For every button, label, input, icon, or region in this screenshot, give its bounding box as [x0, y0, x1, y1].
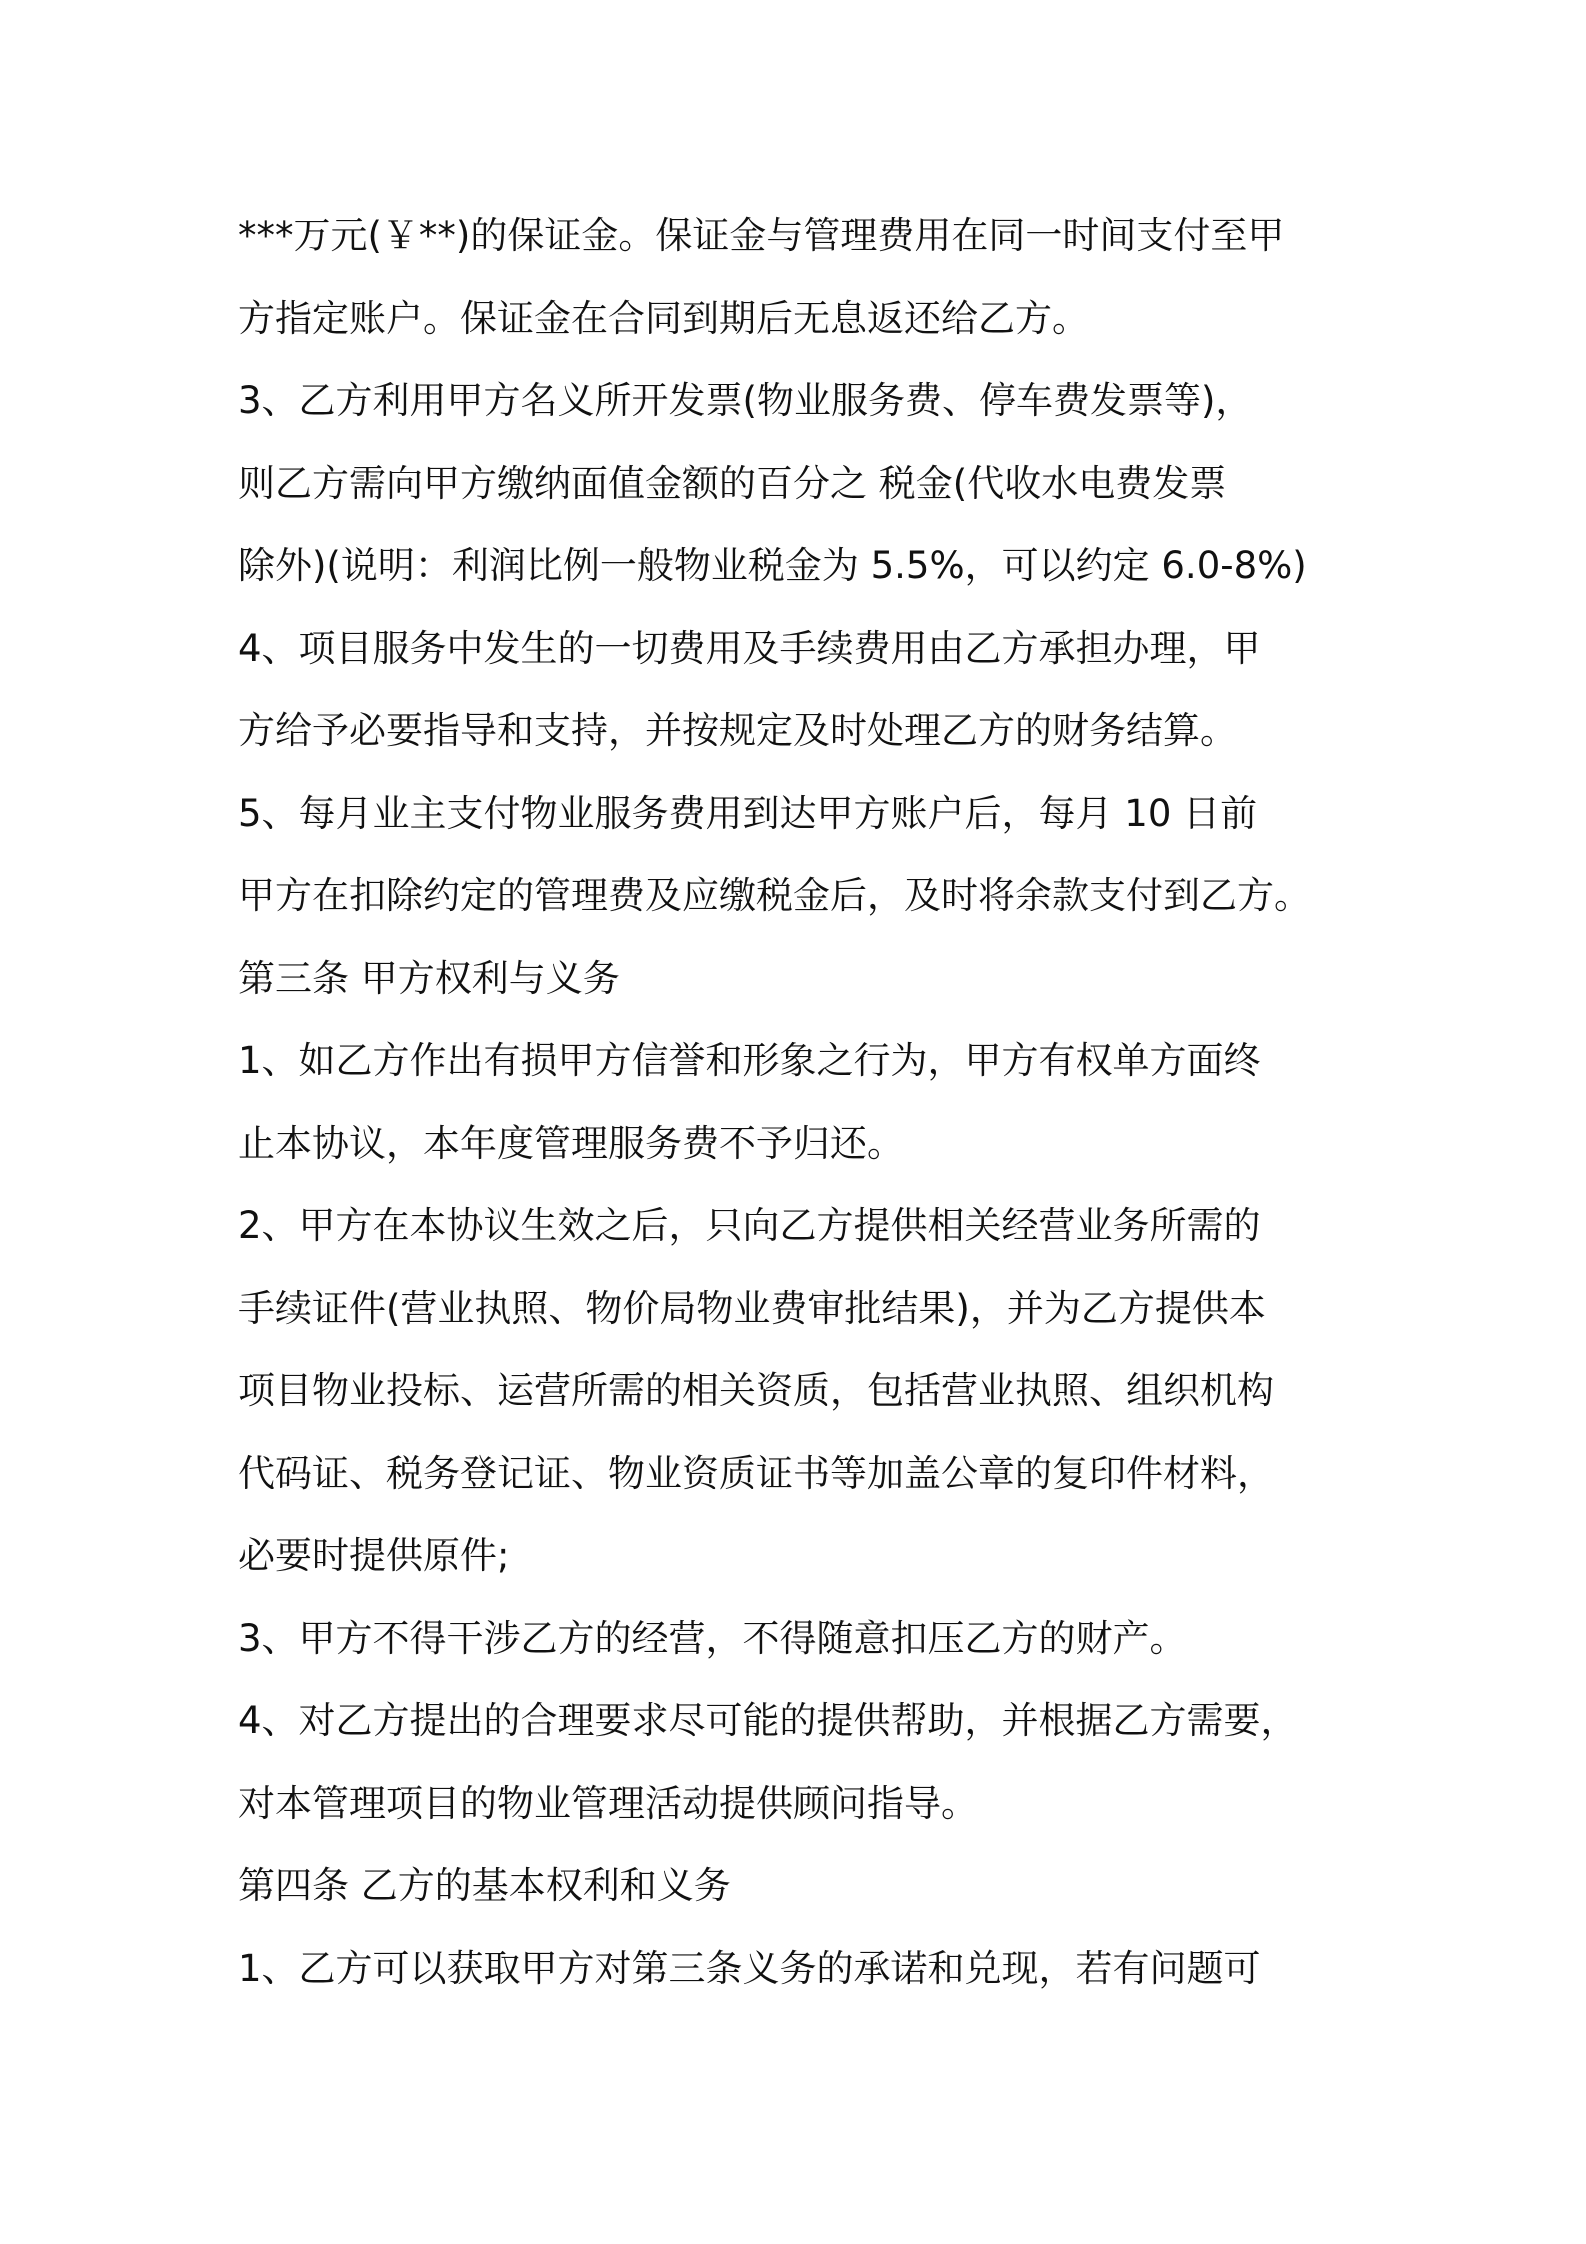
clause-item: 1、如乙方作出有损甲方信誉和形象之行为，甲方有权单方面终	[238, 1039, 1261, 1082]
paragraph-line: 甲方在扣除约定的管理费及应缴税金后，及时将余款支付到乙方。	[238, 874, 1311, 917]
paragraph-line: 对本管理项目的物业管理活动提供顾问指导。	[238, 1781, 978, 1825]
clause-item: 3、乙方利用甲方名义所开发票(物业服务费、停车费发票等)，	[238, 379, 1253, 422]
paragraph-line: 则乙方需向甲方缴纳面值金额的百分之 税金(代收水电费发票	[238, 461, 1227, 505]
clause-item: 4、项目服务中发生的一切费用及手续费用由乙方承担办理，甲	[238, 626, 1261, 670]
paragraph-line: 代码证、税务登记证、物业资质证书等加盖公章的复印件材料，	[238, 1451, 1274, 1495]
paragraph-line: 项目物业投标、运营所需的相关资质，包括营业执照、组织机构	[238, 1369, 1274, 1412]
paragraph-line: 止本协议，本年度管理服务费不予归还。	[238, 1121, 904, 1165]
clause-item: 3、甲方不得干涉乙方的经营，不得随意扣压乙方的财产。	[238, 1616, 1187, 1660]
section-heading: 第四条 乙方的基本权利和义务	[238, 1864, 731, 1907]
document-body	[238, 195, 1368, 2010]
section-heading: 第三条 甲方权利与义务	[238, 956, 620, 1000]
paragraph-line: 除外)(说明：利润比例一般物业税金为 5.5%，可以约定 6.0-8%)	[238, 544, 1307, 587]
paragraph-line: 方指定账户。保证金在合同到期后无息返还给乙方。	[238, 296, 1089, 340]
clause-item: 2、甲方在本协议生效之后，只向乙方提供相关经营业务所需的	[238, 1204, 1261, 1247]
clause-item: 5、每月业主支付物业服务费用到达甲方账户后，每月 10 日前	[238, 791, 1258, 835]
clause-item: 1、乙方可以获取甲方对第三条义务的承诺和兑现，若有问题可	[238, 1946, 1261, 1990]
paragraph-line: 手续证件(营业执照、物价局物业费审批结果)，并为乙方提供本	[238, 1286, 1266, 1330]
paragraph-line: ***万元(￥**)的保证金。保证金与管理费用在同一时间支付至甲	[238, 214, 1285, 257]
clause-item: 4、对乙方提出的合理要求尽可能的提供帮助，并根据乙方需要，	[238, 1699, 1298, 1742]
paragraph-line: 必要时提供原件;	[238, 1534, 510, 1577]
paragraph-line: 方给予必要指导和支持，并按规定及时处理乙方的财务结算。	[238, 709, 1237, 752]
